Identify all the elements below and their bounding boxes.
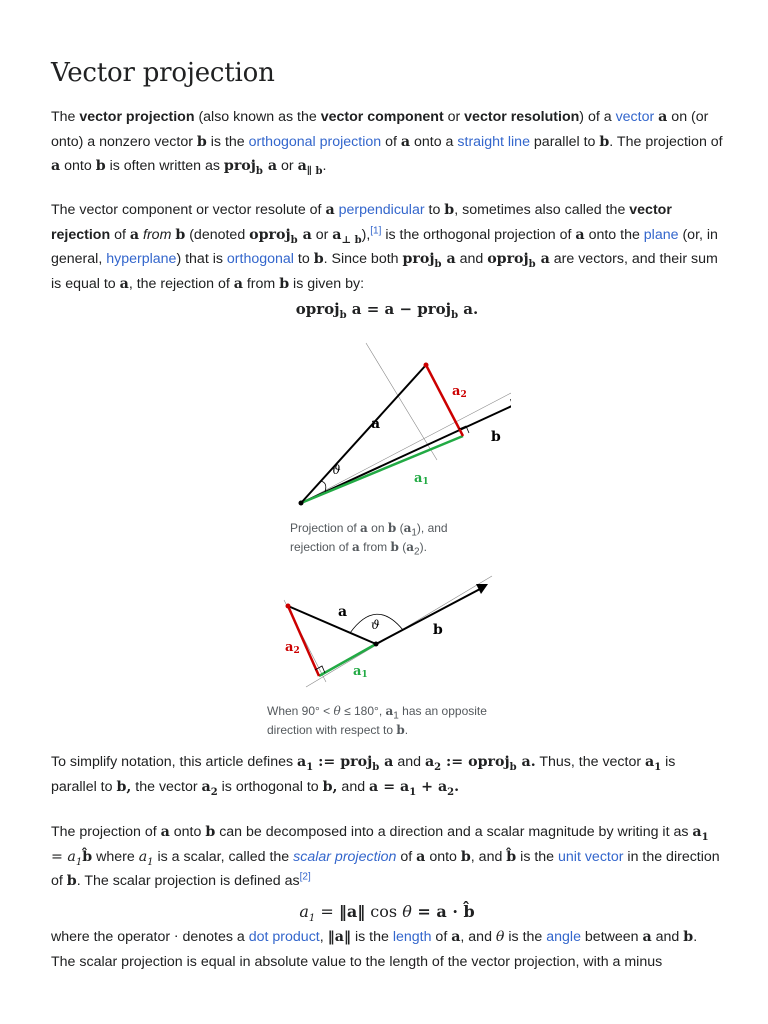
equation-scalar-projection: $a_1$ = ‖a‖ cos θ = a · b̂ (299, 902, 475, 925)
fig1-label-a: a (371, 416, 381, 432)
paragraph-notation: To simplify notation, this article defines $a_1$ := proj$_b$ a and $a_2$ := oproj$_b$ a. Thus, the vector $a_1$ is parallel to b, the vector $a_2$ is orthogonal to b, and $a = a_1 + a_2$. (51, 754, 676, 798)
paragraph-scalar: The projection of a onto b can be decomposed into a direction and a scalar magnitude by writing it as $a_1$ = $a_1b̂$ where $a_1$ is a scalar, called the scalar projection of a onto b, and b̂ is the unit vector in the direction of b. The scalar projection is defined as[2] (51, 824, 720, 889)
fig1-vector-b (301, 405, 511, 503)
link-plane[interactable]: plane (643, 226, 679, 243)
link-orthogonal-projection[interactable]: orthogonal projection (248, 133, 382, 150)
fig1-vector-a1 (301, 436, 463, 503)
fig2-tip-dot (286, 604, 291, 609)
page-title: Vector projection (51, 58, 275, 88)
reference-1[interactable]: [1] (370, 224, 382, 236)
fig2-label-a1: a1 (353, 664, 368, 680)
paragraph-rejection: The vector component or vector resolute of a perpendicular to b, sometimes also called the vector rejection of a from b (denoted oproj$_b$ a or $a_{\perp b}),[1]$ is the orthogonal projection of a onto the plane (or, in general, hyperplane) that is orthogonal to b. Since both proj$_b$ a and oproj$_b$ a are vectors, and their sum is equal to a, the rejection of a from b is given by: (51, 202, 718, 292)
fig2-label-a: a (338, 604, 348, 620)
link-length[interactable]: length (392, 929, 432, 945)
figure-2-caption: When 90° < θ ≤ 180°, $a_1$ has an opposite direction with respect to b. (267, 704, 487, 737)
fig1-vector-a (301, 365, 426, 503)
fig1-tip-dot (424, 363, 429, 368)
link-straight-line[interactable]: straight line (457, 133, 530, 150)
paragraph-dot-product: where the operator ⋅ denotes a dot product, ‖a‖ is the length of a, and θ is the angle between a and b. The scalar projection is equal in absolute value to the length of the vector projection, with a minus (51, 929, 698, 970)
link-perpendicular[interactable]: perpendicular (338, 202, 425, 218)
fig2-label-a2: a2 (285, 640, 300, 656)
term-vector-projection: vector projection (79, 109, 195, 125)
fig1-line-perp-extension (366, 343, 437, 460)
fig1-vector-a2 (426, 365, 463, 436)
fig2-label-theta: ϑ (371, 618, 380, 632)
fig1-label-a2: a2 (452, 384, 467, 400)
figure-1-caption: Projection of a on b $(a_1)$, and rejection of a from b $(a_2)$. (290, 521, 448, 558)
reference-2[interactable]: [2] (299, 871, 311, 883)
fig1-label-b: b (491, 429, 501, 445)
fig2-arrowhead-b (476, 584, 488, 594)
fig1-origin-dot (299, 501, 304, 506)
figure-2-diagram (266, 572, 526, 692)
link-vector[interactable]: vector (615, 109, 655, 125)
link-unit-vector[interactable]: unit vector (558, 848, 624, 865)
term-vector-component: vector component (320, 109, 444, 125)
link-scalar-projection[interactable]: scalar projection (293, 848, 397, 865)
term-vector-rejection: vector rejection (51, 202, 672, 243)
fig2-origin-dot (374, 642, 379, 647)
fig1-label-theta: ϑ (332, 463, 341, 477)
figure-1-diagram (281, 340, 511, 520)
link-orthogonal[interactable]: orthogonal (226, 251, 294, 267)
link-dot-product[interactable]: dot product (248, 929, 320, 945)
fig2-label-b: b (433, 622, 443, 638)
term-vector-resolution: vector resolution (464, 109, 580, 125)
link-angle[interactable]: angle (546, 929, 581, 945)
equation-rejection: oproj$_b$ a = a − proj$_b$ a. (295, 300, 479, 321)
paragraph-intro: The vector projection (also known as the vector component or vector resolution) of a vector a on (or onto) a nonzero vector b is the orthogonal projection of a onto a straight line parallel to b. The projection of a onto b is often written as proj$_b$ a or $a_{\parallel b}$. (51, 109, 723, 177)
fig1-line-b-extension (301, 393, 511, 503)
fig2-vector-b (376, 589, 480, 644)
fig1-label-a1: a1 (414, 471, 429, 487)
fig1-arrowhead-b (510, 399, 511, 410)
link-hyperplane[interactable]: hyperplane (106, 251, 177, 267)
